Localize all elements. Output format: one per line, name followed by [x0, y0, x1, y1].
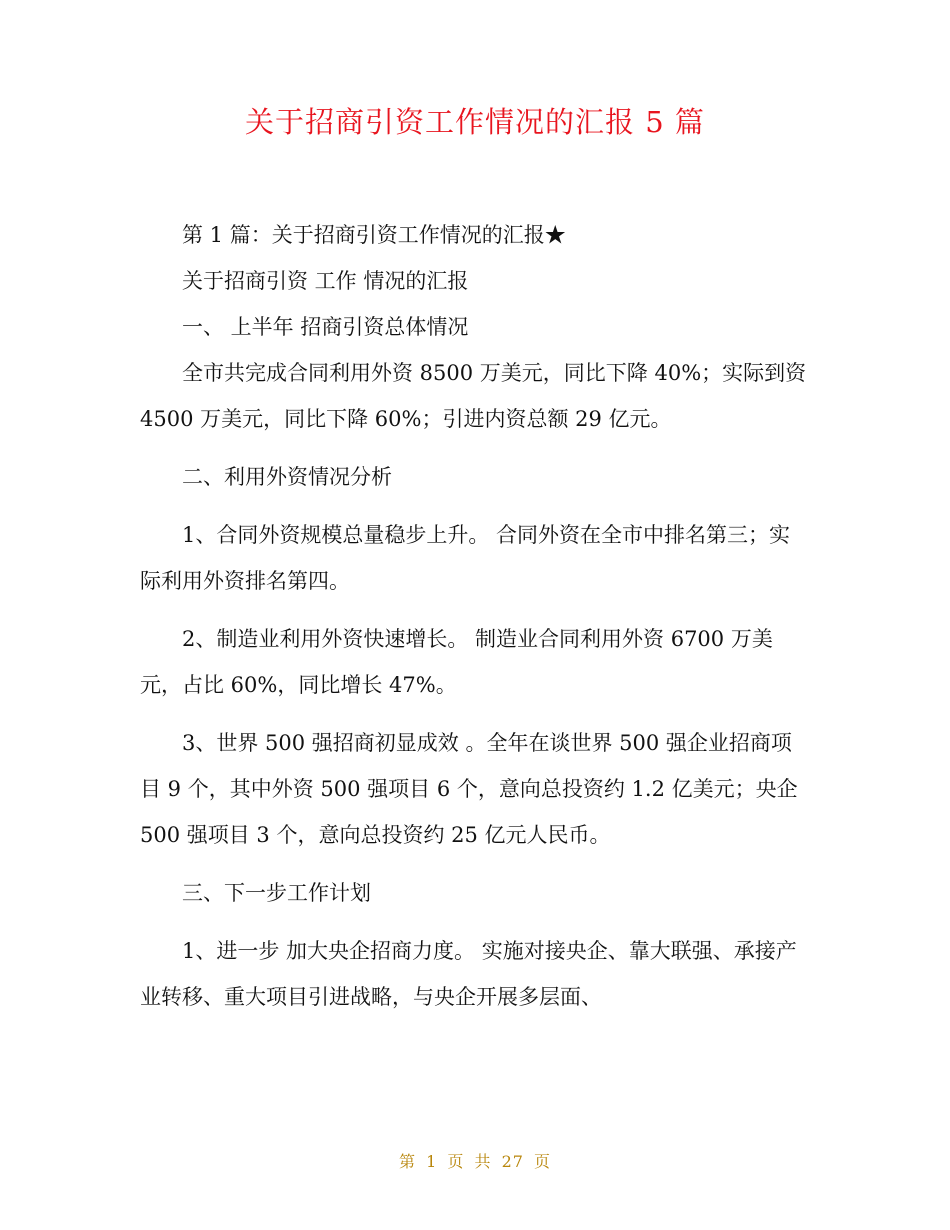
paragraph-report-title: 关于招商引资 工作 情况的汇报 [182, 269, 469, 293]
document-title: 关于招商引资工作情况的汇报 5 篇 [245, 105, 705, 139]
page-footer [0, 1150, 950, 1174]
footer-total-label: 共 [474, 1152, 492, 1171]
footer-total-pages: 27 [501, 1152, 524, 1171]
paragraph-plan-item-1: 1、进一步 加大央企招商力度。 实施对接央企、靠大联强、承接产业转移、重大项目引进战略，与央企开展多层面、 [140, 939, 797, 1009]
paragraph-item-1: 1、合同外资规模总量稳步上升。 合同外资在全市中排名第三；实际利用外资排名第四。 [140, 523, 791, 593]
paragraph-heading-2: 二、利用外资情况分析 [182, 465, 392, 489]
paragraph-section-heading: 第 1 篇：关于招商引资工作情况的汇报★ [182, 223, 566, 247]
footer-total-unit: 页 [534, 1152, 552, 1171]
footer-page-label: 第 [398, 1152, 416, 1171]
paragraph-item-2: 2、制造业利用外资快速增长。 制造业合同利用外资 6700 万美元，占比 60%，同比增长 47%。 [140, 627, 773, 697]
paragraph-heading-1: 一、 上半年 招商引资总体情况 [182, 315, 469, 339]
paragraph-item-3: 3、世界 500 强招商初显成效 。全年在谈世界 500 强企业招商项目 9 个，其中外资 500 强项目 6 个，意向总投资约 1.2 亿美元；央企 500 强项目 3 个，意向总投资约 25 亿元人民币。 [140, 731, 798, 847]
paragraph-summary: 全市共完成合同利用外资 8500 万美元，同比下降 40%；实际到资 4500 万美元，同比下降 60%；引进内资总额 29 亿元。 [140, 361, 807, 431]
footer-page-unit: 页 [447, 1152, 465, 1171]
footer-current-page: 1 [426, 1152, 438, 1171]
paragraph-heading-3: 三、下一步工作计划 [182, 881, 371, 905]
document-body [140, 212, 810, 1020]
